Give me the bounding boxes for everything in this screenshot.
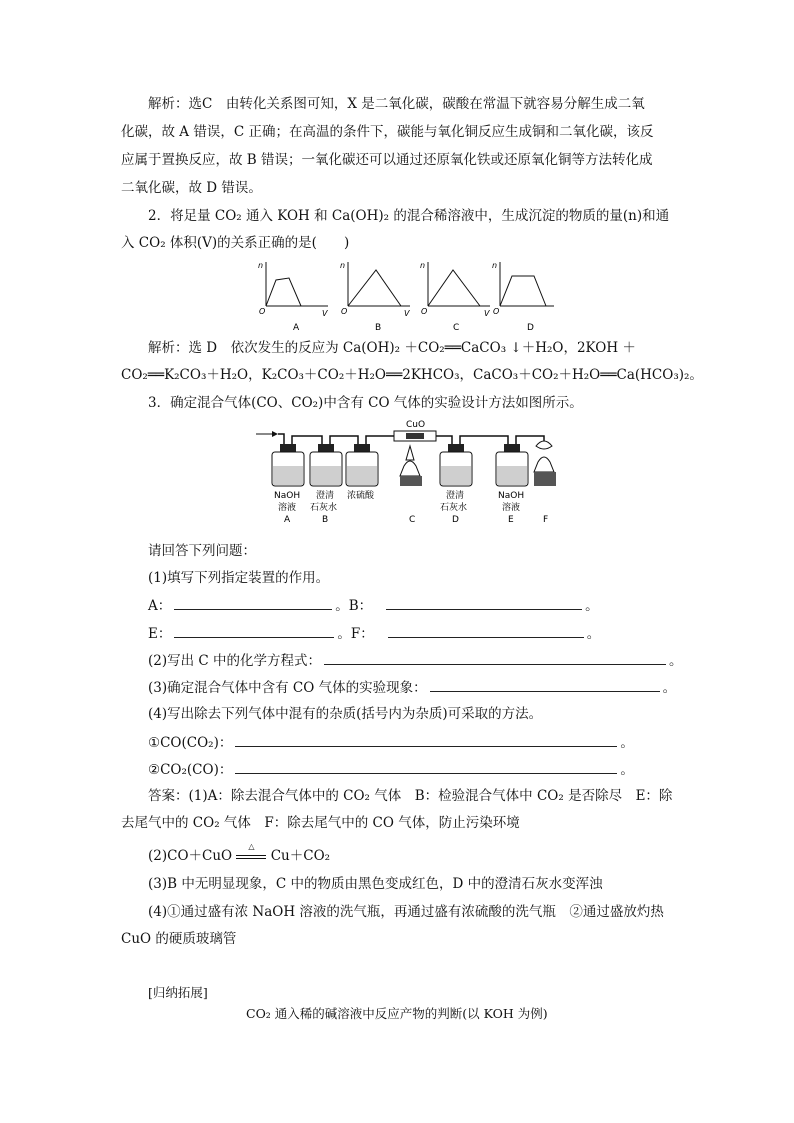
ef-end: 。 bbox=[586, 626, 601, 642]
graph-a bbox=[258, 261, 328, 333]
graph-c-axis-v: V bbox=[484, 309, 490, 318]
bottle-b-label2: 石灰水 bbox=[310, 503, 338, 513]
question2-graphs bbox=[256, 258, 556, 338]
bottle-d bbox=[440, 444, 472, 486]
graph-b-axis-n: n bbox=[340, 261, 346, 270]
answer-blank-item1[interactable] bbox=[235, 732, 617, 747]
part2-text: (2)写出 C 中的化学方程式： bbox=[148, 653, 322, 669]
question3-part4: (4)写出除去下列气体中混有的杂质(括号内为杂质)可采取的方法。 bbox=[148, 706, 543, 722]
graph-b-axis-v: V bbox=[404, 309, 410, 318]
item1-text: ①CO(CO₂)： bbox=[148, 735, 233, 751]
graph-c-origin: O bbox=[421, 307, 428, 316]
a-label: A： bbox=[148, 598, 172, 614]
graph-a-axis-n: n bbox=[258, 261, 264, 270]
question3-part1: (1)填写下列指定装置的作用。 bbox=[148, 570, 330, 586]
bottle-b bbox=[310, 444, 342, 486]
answer-blank-e[interactable] bbox=[174, 623, 334, 638]
item2-end: 。 bbox=[620, 762, 634, 778]
item2-text: ②CO₂(CO)： bbox=[148, 762, 233, 778]
graph-d-origin: O bbox=[493, 307, 500, 316]
analysis1-line4: 二氧化碳，故 D 错误。 bbox=[121, 180, 262, 196]
answer-blank-phenomenon[interactable] bbox=[430, 677, 660, 692]
burner-f-tag: F bbox=[543, 515, 549, 525]
e-label: E： bbox=[148, 626, 172, 642]
question3-part3 bbox=[148, 677, 676, 698]
bottle-a-label2: 溶液 bbox=[278, 503, 297, 513]
bottle-e bbox=[496, 444, 528, 486]
graph-b-origin: O bbox=[341, 307, 348, 316]
analysis2-line1: 解析：选 D 依次发生的反应为 Ca(OH)₂ ＋CO₂══CaCO₃ ↓＋H₂O，2KOH ＋ bbox=[148, 340, 636, 356]
bottle-sulfuric-label: 浓硫酸 bbox=[347, 491, 375, 501]
apparatus-diagram bbox=[254, 418, 574, 533]
question2-line1: 2．将足量 CO₂ 通入 KOH 和 Ca(OH)₂ 的混合稀溶液中，生成沉淀的物质的量(n)和通 bbox=[148, 208, 670, 224]
answer-blank-b[interactable] bbox=[386, 595, 582, 610]
graph-d-label: D bbox=[527, 323, 534, 333]
answer-blank-item2[interactable] bbox=[235, 759, 617, 774]
answer-equation bbox=[148, 842, 331, 866]
bottle-e-label1: NaOH bbox=[498, 491, 525, 501]
graph-c-axis-n: n bbox=[420, 261, 426, 270]
bottle-sulfuric bbox=[346, 444, 378, 486]
analysis1-line1: 解析：选C 由转化关系图可知，X 是二氧化碳，碳酸在常温下就容易分解生成二氧 bbox=[148, 96, 645, 112]
part2-end: 。 bbox=[669, 653, 683, 669]
summary-title: CO₂ 通入稀的碱溶液中反应产物的判断(以 KOH 为例) bbox=[246, 1006, 548, 1021]
answer-line4: (3)B 中无明显现象，C 中的物质由黑色变成红色，D 中的澄清石灰水变浑浊 bbox=[148, 876, 603, 892]
question3-item2 bbox=[148, 759, 634, 780]
question3-item1 bbox=[148, 732, 634, 753]
analysis1-line3: 应属于置换反应，故 B 错误；一氧化碳还可以通过还原氧化铁或还原氧化铜等方法转化成 bbox=[121, 152, 653, 168]
question3-ask: 请回答下列问题： bbox=[148, 543, 256, 559]
graph-a-origin: O bbox=[259, 307, 266, 316]
graph-b bbox=[340, 261, 410, 333]
bottle-e-label2: 溶液 bbox=[502, 503, 521, 513]
burner-c bbox=[400, 446, 422, 486]
burner-f bbox=[534, 441, 556, 486]
b-label: 。B： bbox=[335, 598, 373, 614]
question2-line2: 入 CO₂ 体积(V)的关系正确的是( ) bbox=[121, 235, 350, 251]
bottle-d-label1: 澄清 bbox=[446, 491, 465, 501]
ab-end: 。 bbox=[585, 598, 599, 614]
graph-d-axis-n: n bbox=[492, 261, 498, 270]
question3-line1: 3．确定混合气体(CO、CO₂)中含有 CO 气体的实验设计方法如图所示。 bbox=[148, 395, 583, 411]
analysis2-line2: CO₂══K₂CO₃＋H₂O，K₂CO₃＋CO₂＋H₂O══2KHCO₃，CaCO₃＋CO₂＋H₂O══Ca(HCO₃)₂。 bbox=[121, 367, 703, 383]
f-label: 。F： bbox=[337, 626, 374, 642]
graph-c-label: C bbox=[453, 323, 460, 333]
bottle-d-label2: 石灰水 bbox=[440, 503, 468, 513]
equation-condition bbox=[236, 842, 266, 866]
burner-c-tag: C bbox=[409, 515, 416, 525]
question3-ab-row bbox=[148, 595, 599, 616]
equation-left: (2)CO＋CuO bbox=[148, 848, 233, 864]
answer-blank-a[interactable] bbox=[174, 595, 332, 610]
bottle-d-tag: D bbox=[452, 515, 459, 525]
question3-part2 bbox=[148, 650, 683, 671]
question3-ef-row bbox=[148, 623, 600, 644]
answer-blank-f[interactable] bbox=[388, 623, 584, 638]
equation-right: Cu＋CO₂ bbox=[270, 848, 331, 864]
part3-end: 。 bbox=[662, 680, 677, 696]
bottle-b-label1: 澄清 bbox=[316, 491, 335, 501]
cuo-label: CuO bbox=[406, 420, 426, 430]
answer-line5: (4)①通过盛有浓 NaOH 溶液的洗气瓶，再通过盛有浓硫酸的洗气瓶 ②通过盛放灼热 bbox=[148, 904, 664, 920]
bottle-a bbox=[272, 444, 304, 486]
graph-c bbox=[420, 261, 490, 333]
analysis1-line2: 化碳，故 A 错误，C 正确；在高温的条件下，碳能与氧化铜反应生成铜和二氧化碳，该反 bbox=[121, 124, 654, 140]
answer-blank-equation[interactable] bbox=[324, 650, 666, 665]
part3-text: (3)确定混合气体中含有 CO 气体的实验现象： bbox=[148, 680, 427, 696]
graph-b-label: B bbox=[375, 323, 382, 333]
summary-heading: [归纳拓展] bbox=[148, 985, 208, 1000]
heat-symbol: △ bbox=[248, 842, 255, 851]
bottle-b-tag: B bbox=[322, 515, 329, 525]
answer-line6: CuO 的硬质玻璃管 bbox=[121, 931, 237, 947]
bottle-a-label1: NaOH bbox=[274, 491, 301, 501]
answer-line2: 去尾气中的 CO₂ 气体 F：除去尾气中的 CO 气体，防止污染环境 bbox=[121, 815, 520, 831]
graph-a-axis-v: V bbox=[322, 309, 328, 318]
bottle-e-tag: E bbox=[508, 515, 514, 525]
item1-end: 。 bbox=[620, 735, 634, 751]
bottle-a-tag: A bbox=[284, 515, 291, 525]
answer-line1: 答案：(1)A：除去混合气体中的 CO₂ 气体 B：检验混合气体中 CO₂ 是否除尽 E：除 bbox=[148, 788, 673, 804]
graph-a-label: A bbox=[293, 323, 300, 333]
graph-d bbox=[492, 261, 554, 333]
